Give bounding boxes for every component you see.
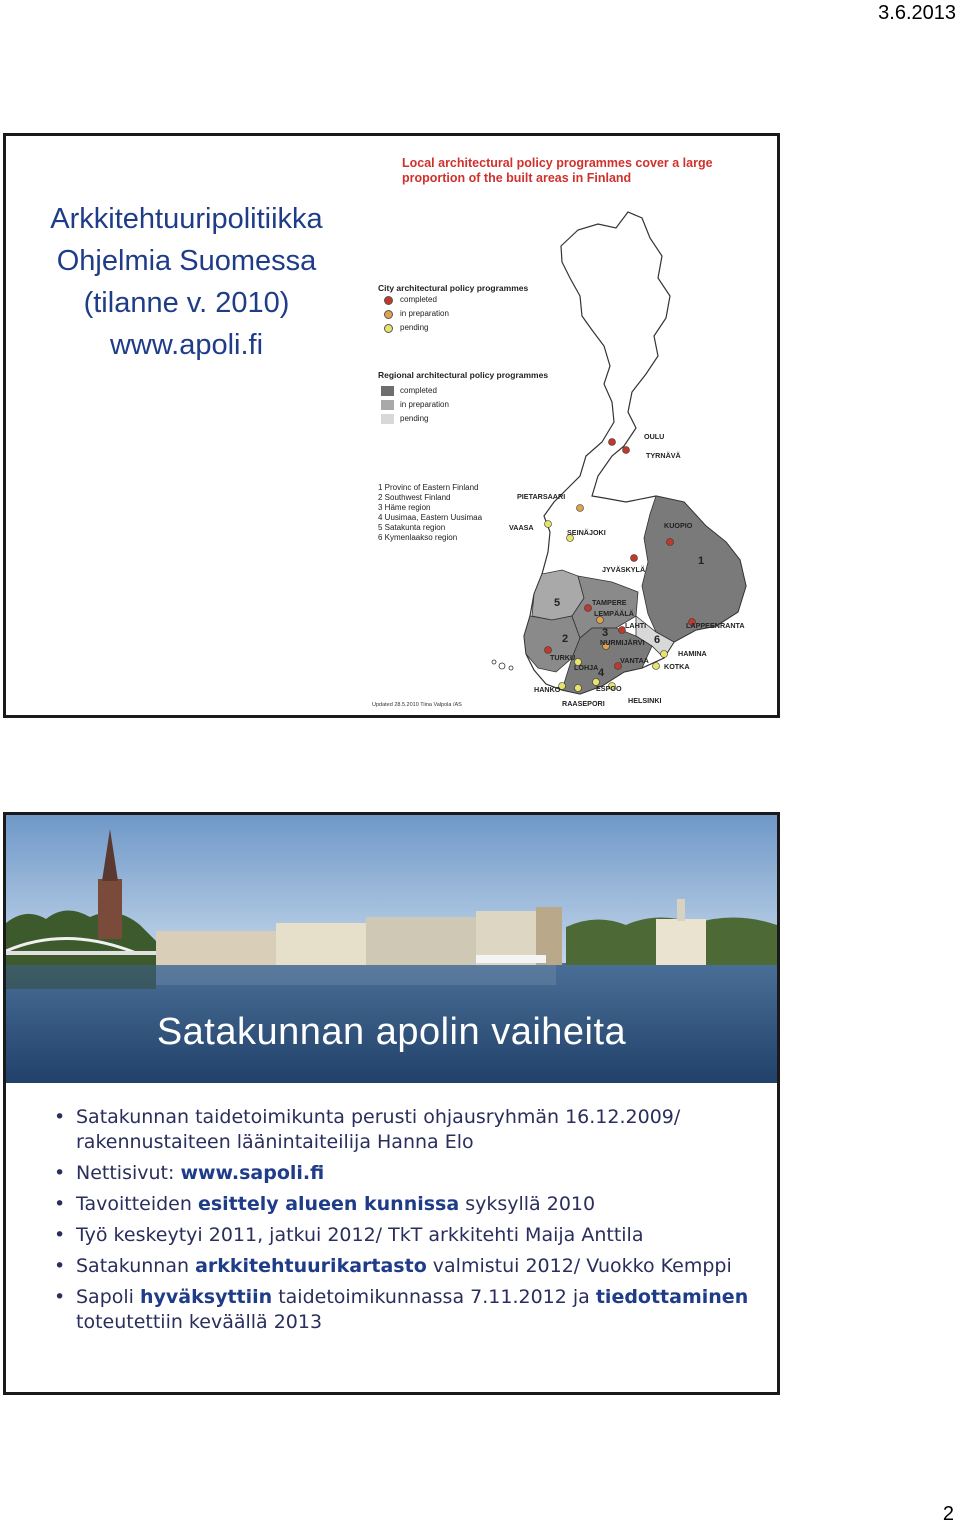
city-label-tyrnava: TYRNÄVÄ	[646, 451, 681, 460]
city-label-kuopio: KUOPIO	[664, 521, 693, 530]
city-label-lempaala: LEMPÄÄLÄ	[594, 609, 634, 618]
bullet-emphasis: arkkitehtuurikartasto	[195, 1255, 427, 1277]
city-label-turku: TURKU	[550, 653, 576, 662]
legend-item	[378, 384, 548, 398]
bullet-item	[54, 1285, 754, 1335]
city-label-lahti: LAHTI	[625, 621, 647, 630]
bullet-text: Tavoitteiden	[76, 1193, 198, 1215]
town-hall-tower	[677, 899, 685, 921]
title-line: (tilanne v. 2010)	[83, 287, 290, 319]
legend-label: pending	[400, 323, 429, 332]
city-dot-oulu	[609, 439, 616, 446]
city-label-oulu: OULU	[644, 432, 665, 441]
island	[509, 666, 513, 670]
city-label-espoo: ESPOO	[596, 684, 622, 693]
completed-square-icon	[381, 386, 394, 396]
regional-legend-title: Regional architectural policy programmes	[378, 370, 549, 380]
region-item: 5 Satakunta region	[378, 523, 446, 532]
regional-legend	[378, 370, 548, 426]
water-reflection	[6, 965, 156, 989]
legend-item	[378, 398, 548, 412]
bullet-text: Työ keskeytyi 2011, jatkui 2012/ TkT arkkitehti Maija Anttila	[76, 1224, 644, 1246]
town-hall	[656, 919, 706, 965]
bullet-item	[54, 1223, 754, 1248]
city-label-hamina: HAMINA	[678, 649, 707, 658]
city-label-hanko: HANKO	[534, 685, 561, 694]
city-dot-tampere	[585, 605, 592, 612]
bullet-item	[54, 1105, 754, 1155]
city-dot-pietarsaari	[577, 505, 584, 512]
pending-square-icon	[381, 414, 394, 424]
slide-satakunta	[3, 812, 780, 1395]
bridge-deck	[6, 951, 156, 955]
city-legend	[378, 283, 528, 335]
legend-item	[378, 321, 528, 335]
bullet-text: valmistui 2012/ Vuokko Kemppi	[426, 1255, 732, 1277]
region-list	[378, 483, 482, 543]
legend-item	[378, 412, 548, 426]
bullet-emphasis: www.sapoli.fi	[180, 1162, 325, 1184]
legend-label: in preparation	[400, 309, 449, 318]
page-number: 2	[942, 1503, 954, 1525]
bullet-item	[54, 1254, 754, 1279]
city-label-kotka: KOTKA	[664, 662, 690, 671]
region-number-4: 4	[598, 667, 605, 679]
bullet-text: syksyllä 2010	[459, 1193, 596, 1215]
city-label-lappeenranta: LAPPEENRANTA	[686, 621, 745, 630]
completed-dot-icon	[384, 296, 393, 305]
map-heading-line: proportion of the built areas in Finland	[402, 171, 632, 185]
boat	[476, 955, 546, 963]
region-item: 4 Uusimaa, Eastern Uusimaa	[378, 513, 483, 522]
church-tower	[98, 879, 122, 939]
building	[276, 923, 366, 965]
slide1-title	[14, 198, 359, 366]
city-label-vantaa: VANTAA	[620, 656, 649, 665]
region-item: 1 Provinc of Eastern Finland	[378, 483, 479, 492]
bullet-emphasis: tiedottaminen	[595, 1286, 749, 1308]
city-label-vaasa: VAASA	[509, 523, 534, 532]
bullet-list	[54, 1105, 754, 1341]
legend-item	[378, 307, 528, 321]
bullet-text: Satakunnan	[76, 1255, 196, 1277]
header-date: 3.6.2013	[878, 2, 956, 24]
city-dot-jyvaskyla	[631, 555, 638, 562]
bullet-text: taidetoimikunnassa 7.11.2012 ja	[272, 1286, 596, 1308]
bullet-item	[54, 1192, 754, 1217]
region-item: 6 Kymenlaakso region	[378, 533, 458, 542]
region-number-1: 1	[698, 555, 705, 567]
in-preparation-dot-icon	[384, 310, 393, 319]
region-item: 2 Southwest Finland	[378, 493, 451, 502]
island	[492, 660, 496, 664]
legend-label: completed	[400, 295, 437, 304]
legend-label: completed	[400, 386, 437, 395]
bullet-text: Nettisivut:	[76, 1162, 181, 1184]
region-number-3: 3	[602, 627, 609, 639]
building	[156, 931, 276, 965]
region-item: 3 Häme region	[378, 503, 431, 512]
city-label-lohja: LOHJA	[574, 663, 599, 672]
title-line: www.apoli.fi	[109, 329, 264, 361]
legend-label: in preparation	[400, 400, 449, 409]
bullet-emphasis: esittely alueen kunnissa	[197, 1193, 460, 1215]
bullet-item	[54, 1161, 754, 1186]
legend-item	[378, 293, 528, 307]
title-line: Arkkitehtuuripolitiikka	[50, 203, 323, 235]
bullet-text: Sapoli	[76, 1286, 140, 1308]
finland-map-graphic	[366, 146, 776, 716]
region-number-6: 6	[654, 634, 661, 646]
city-dot-vaasa	[545, 521, 552, 528]
city-label-helsinki: HELSINKI	[628, 696, 662, 705]
slide-apoli-map	[3, 133, 780, 718]
building	[366, 917, 476, 965]
city-label-jyvaskyla: JYVÄSKYLÄ	[602, 565, 646, 574]
region-number-2: 2	[562, 633, 569, 645]
island	[499, 663, 505, 669]
city-label-seinajoki: SEINÄJOKI	[567, 528, 606, 537]
pending-dot-icon	[384, 324, 393, 333]
finland-policy-map	[366, 146, 776, 716]
bullet-emphasis: hyväksyttiin	[140, 1286, 273, 1308]
city-dot-kuopio	[667, 539, 674, 546]
bullet-text: toteutettiin keväällä 2013	[76, 1311, 323, 1333]
title-line: Ohjelmia Suomessa	[56, 245, 317, 277]
city-dot-hamina	[661, 651, 668, 658]
in-preparation-square-icon	[381, 400, 394, 410]
map-heading	[402, 156, 713, 186]
city-dot-kotka	[653, 663, 660, 670]
legend-label: pending	[400, 414, 429, 423]
city-dot-tyrnava	[623, 447, 630, 454]
slide2-title: Satakunnan apolin vaiheita	[156, 1011, 627, 1053]
city-label-raasepori: RAASEPORI	[562, 699, 605, 708]
city-label-tampere: TAMPERE	[592, 598, 627, 607]
water-reflection	[156, 965, 556, 985]
map-heading-line: Local architectural policy programmes cover a large	[402, 156, 713, 170]
city-label-nurmijarvi: NURMIJÄRVI	[600, 638, 645, 647]
map-updated-note: Updated 28.5.2010 Tiina Valpola /AS	[372, 702, 462, 708]
region-number-5: 5	[554, 597, 561, 609]
city-legend-title: City architectural policy programmes	[378, 283, 529, 293]
bullet-text: Satakunnan taidetoimikunta perusti ohjausryhmän 16.12.2009/ rakennustaiteen läänintaiteilija Hanna Elo	[76, 1106, 681, 1153]
city-label-pietarsaari: PIETARSAARI	[517, 492, 566, 501]
city-dot-raasepori	[575, 685, 582, 692]
